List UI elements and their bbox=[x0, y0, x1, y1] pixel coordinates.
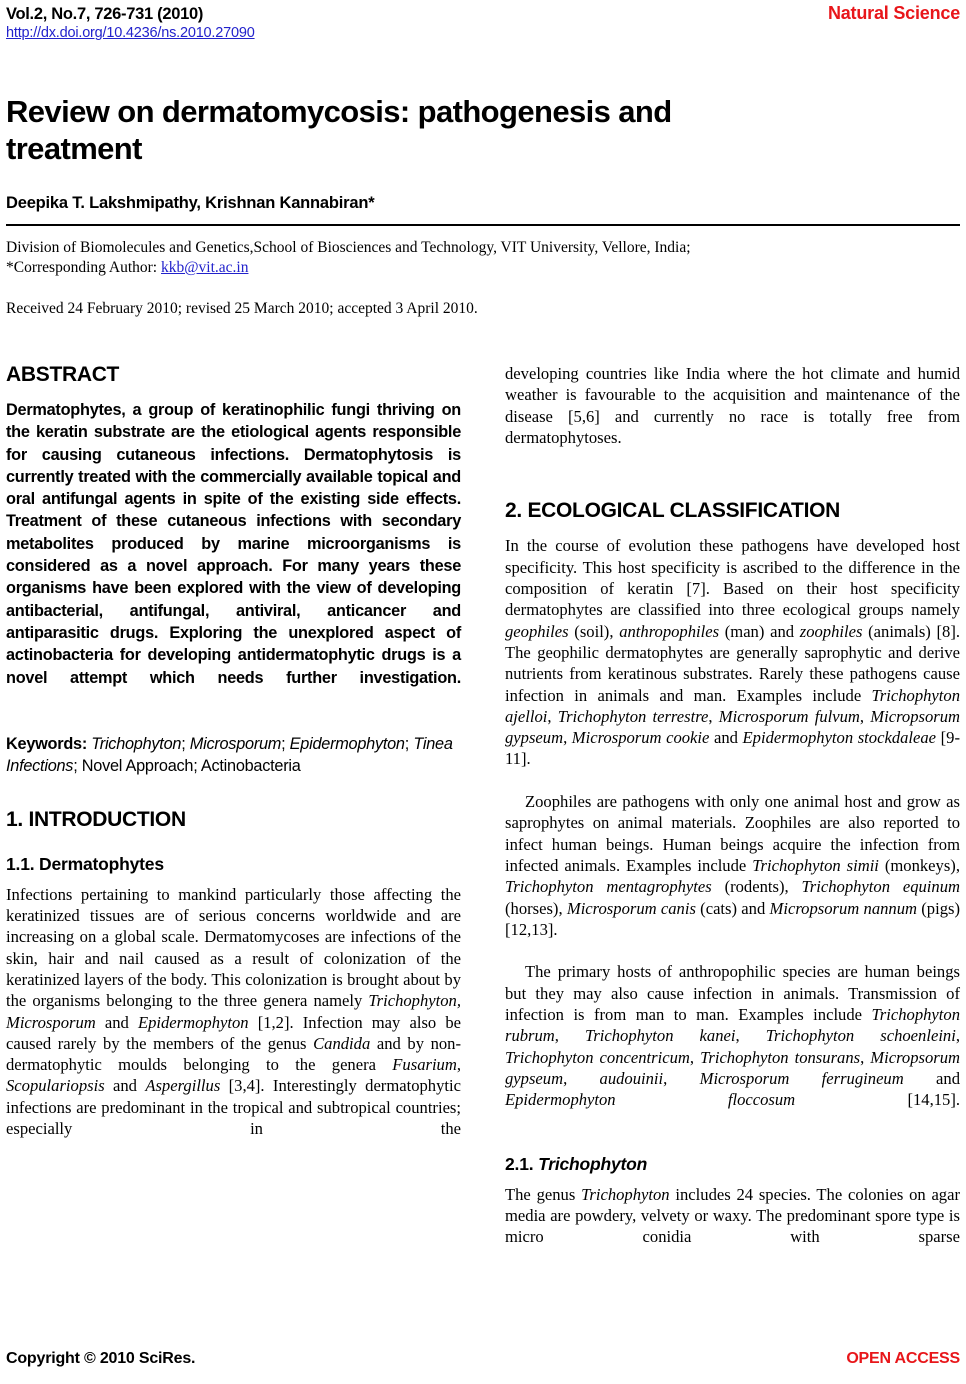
received-dates: Received 24 February 2010; revised 25 March 2010; accepted 3 April 2010. bbox=[6, 300, 478, 317]
header-divider-rule bbox=[6, 224, 960, 226]
two-column-body bbox=[6, 363, 960, 1328]
doi-link[interactable]: http://dx.doi.org/10.4236/ns.2010.27090 bbox=[6, 25, 255, 41]
paragraph-dermatophytes-intro: Infections pertaining to mankind particularly those affecting the keratinized tissues are of serious concerns worldwide and are increasing on a global scale. Dermatomycoses are infections of the skin, hair and nail caused as a result of colonization of the keratinized layers of the body. This colonization is brought about by the organisms belonging to the three genera namely Trichophyton, Microsporum and Epidermophyton [1,2]. Infection may also be caused rarely by the members of the genus Candida and by non-dermatophytic moulds belonging to the genera Fusarium, Scopulariopsis and Aspergillus [3,4]. Interestingly dermatophytic infections are predominant in the tropical and subtropical countries; especially in the bbox=[6, 884, 461, 1139]
affiliation-block bbox=[6, 238, 960, 278]
article-title: Review on dermatomycosis: pathogenesis and treatment bbox=[6, 94, 672, 166]
page-footer bbox=[6, 1350, 960, 1368]
abstract-heading: ABSTRACT bbox=[6, 363, 120, 386]
section-heading-ecological-classification: 2. ECOLOGICAL CLASSIFICATION bbox=[505, 499, 841, 523]
paragraph-geophiles: In the course of evolution these pathogens have developed host specificity. This host specificity is ascribed to the difference in the composition of keratin [7]. Based on their host specificity dermatophytes are classified into three ecological groups namely geophiles (soil), anthropophiles (man) and zoophiles (animals) [8]. The geophilic dermatophytes are generally saprophytic and derive nutrients from keratinous substrates. Rarely these pathogens cause infection in animals and man. Examples include Trichophyton ajelloi, Trichophyton terrestre, Microsporum fulvum, Micropsorum gypseum, Microsporum cookie and Epidermophyton stockdaleae [9-11]. bbox=[505, 536, 961, 769]
paragraph-trichophyton: The genus Trichophyton includes 24 species. The colonies on agar media are powdery, velvety or waxy. The predominant spore type is micro conidia with sparse bbox=[505, 1184, 960, 1247]
paragraph-zoophiles: Zoophiles are pathogens with only one animal host and grow as saprophytes on animal materials. Zoophiles are also reported to infect human beings. Human beings acquire the infection from infected animals. Examples include Trichophyton simii (monkeys), Trichophyton mentagrophytes (rodents), Trichophyton equinum (horses), Microsporum canis (cats) and Micropsorum nannum (pigs) [12,13]. bbox=[505, 792, 960, 939]
corresponding-author-label: *Corresponding Author: bbox=[6, 259, 161, 276]
author-list: Deepika T. Lakshmipathy, Krishnan Kannabiran* bbox=[6, 194, 375, 212]
keywords-block bbox=[6, 733, 461, 778]
subsection-heading-trichophyton bbox=[505, 1154, 960, 1175]
right-column bbox=[505, 363, 960, 1328]
subsection-number: 2.1. bbox=[505, 1153, 539, 1174]
copyright-notice: Copyright © 2010 SciRes. bbox=[6, 1350, 196, 1367]
abstract-paragraph: Dermatophytes, a group of keratinophilic fungi thriving on the keratin substrate are the etiological agents responsible for causing cutaneous infections. Dermatophytosis is currently treated with the commercially available topical and oral antifungal agents in spite of the existing side effects. Treatment of these cutaneous infections with secondary metabolites produced by marine microorganisms is considered as a novel approach. For many years these organisms have been explored with the view of developing antibacterial, antifungal, antiviral, anticancer and antiparasitic drugs. Exploring the unexplored aspect of actinobacteria for developing antidermatophytic drugs is a novel attempt which needs further investigation. bbox=[6, 401, 461, 687]
paragraph-anthropophiles: The primary hosts of anthropophilic species are human beings but they may also cause infection in animals. Transmission of infection is from man to man. Examples include Trichophyton rubrum, Trichophyton kanei, Trichophyton schoenleini, Trichophyton concentricum, Trichophyton tonsurans, Micropsorum gypseum, audouinii, Microsporum ferrugineum and Epidermophyton floccosum [14,15]. bbox=[505, 962, 961, 1110]
volume-issue-line: Vol.2, No.7, 726-731 (2010) bbox=[6, 5, 204, 23]
journal-name: Natural Science bbox=[827, 3, 960, 23]
subsection-heading-dermatophytes: 1.1. Dermatophytes bbox=[6, 853, 164, 874]
running-head bbox=[6, 0, 960, 24]
page-header-block bbox=[6, 0, 960, 318]
left-column bbox=[6, 363, 461, 1328]
section-heading-introduction: 1. INTRODUCTION bbox=[6, 807, 186, 831]
corresponding-email-link[interactable]: kkb@vit.ac.in bbox=[161, 259, 249, 276]
paragraph-intro-continued: developing countries like India where the hot climate and humid weather is favourable to the acquisition and maintenance of the disease [5,6] and currently no race is totally free from dermatophytoses. bbox=[505, 364, 960, 447]
keywords-label: Keywords: bbox=[6, 735, 87, 754]
affiliation-text: Division of Biomolecules and Genetics,School of Biosciences and Technology, VIT University, Vellore, India; bbox=[6, 239, 691, 256]
open-access-badge: OPEN ACCESS bbox=[846, 1350, 960, 1367]
subsection-genus-name: Trichophyton bbox=[538, 1153, 648, 1174]
keywords-values: Trichophyton; Microsporum; Epidermophyton; Tinea Infections; Novel Approach; Actinobacteria bbox=[6, 735, 453, 776]
